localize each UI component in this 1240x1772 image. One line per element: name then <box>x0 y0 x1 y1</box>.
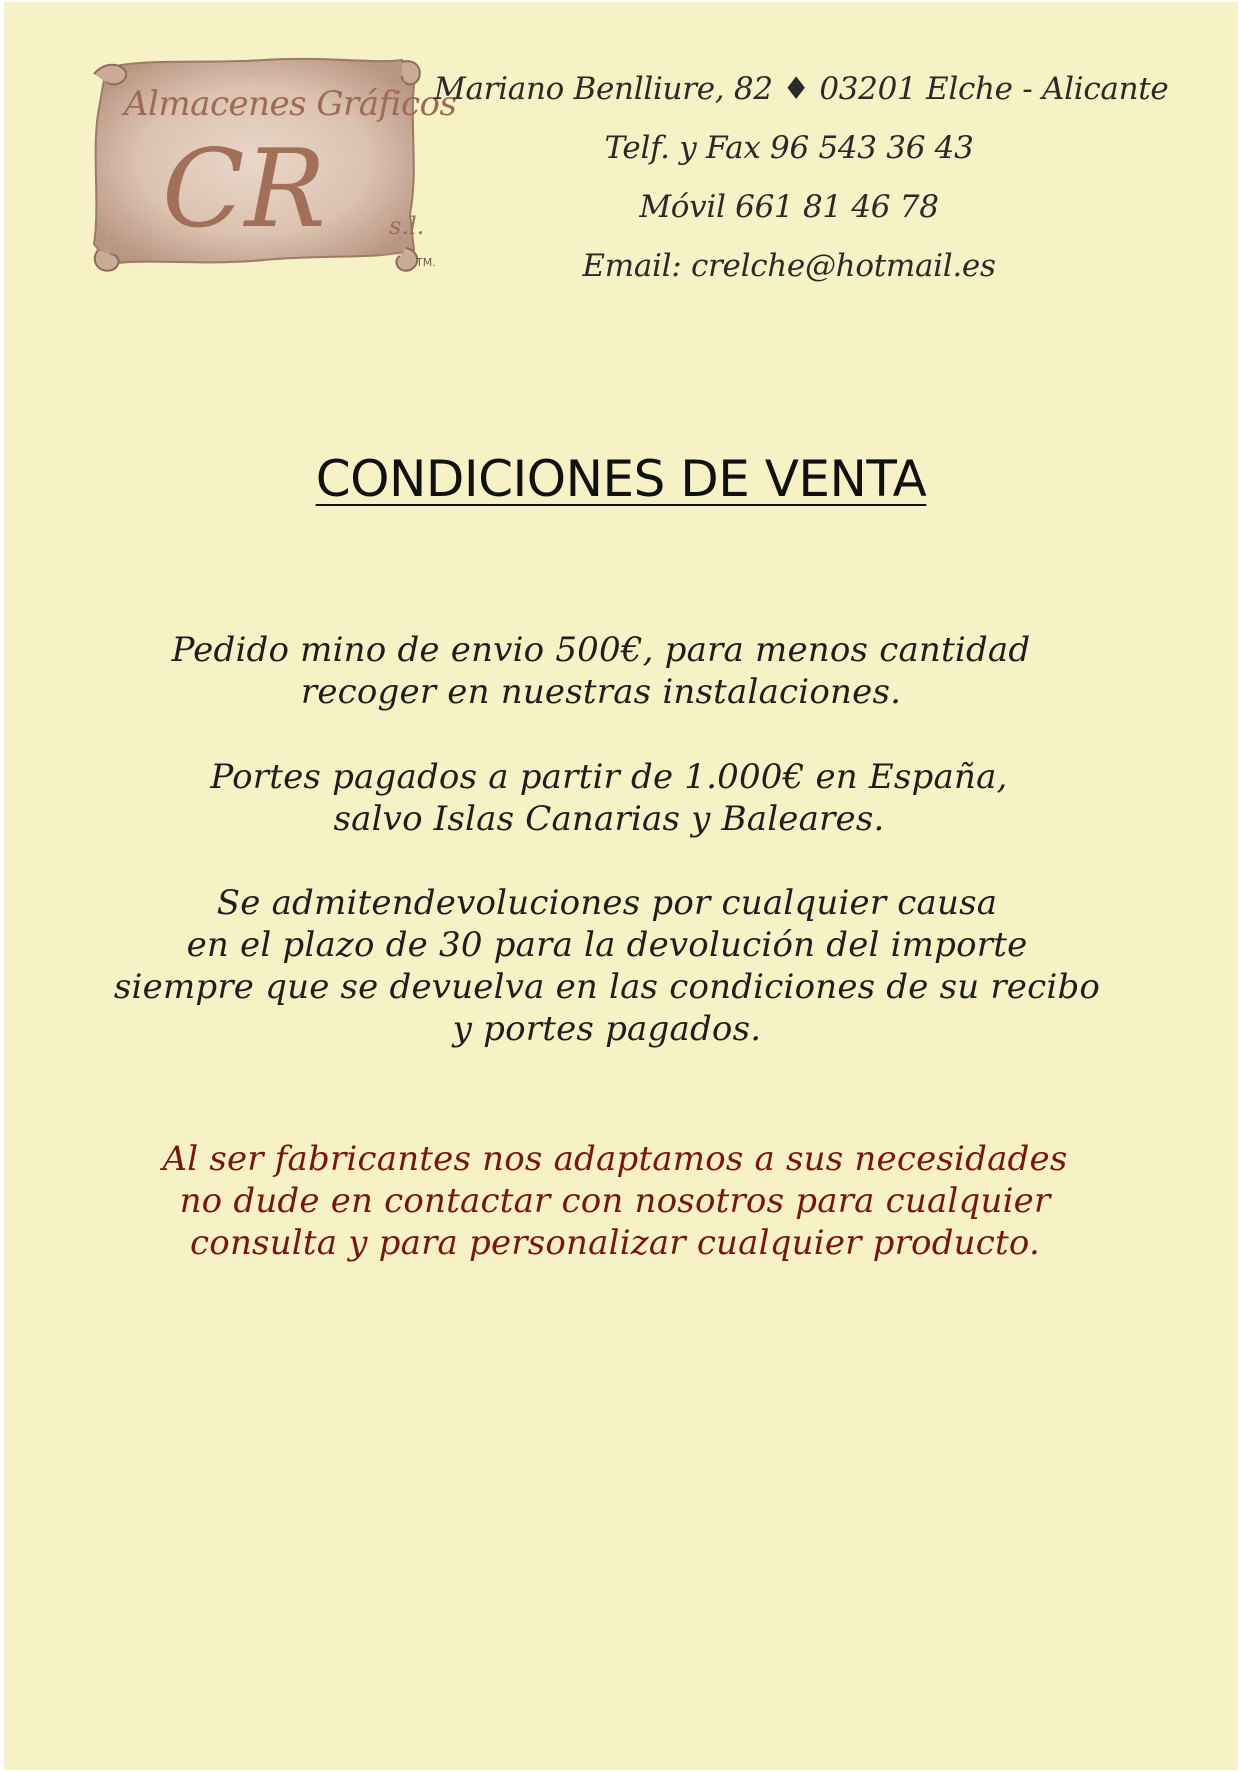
text-line: Al ser fabricantes nos adaptamos a sus necesidades <box>162 1139 1068 1179</box>
paragraph-returns <box>0 882 1224 1050</box>
text-line: siempre que se devuelva en las condiciones de su recibo <box>113 967 1101 1007</box>
text-line: salvo Islas Canarias y Baleares. <box>333 799 885 839</box>
text-line: recoger en nuestras instalaciones. <box>300 672 902 712</box>
contact-email[interactable]: Email: crelche@hotmail.es <box>582 248 996 284</box>
text-line: Se admitendevoluciones por cualquier causa <box>216 883 998 923</box>
contact-block <box>434 60 1169 296</box>
trademark-mark: TM. <box>416 256 436 269</box>
paragraph-shipping <box>0 756 1226 840</box>
logo-monogram: CR <box>162 127 326 252</box>
paragraph-manufacturer-note <box>0 1138 1232 1264</box>
text-line: en el plazo de 30 para la devolución del importe <box>186 925 1028 965</box>
document-page <box>4 2 1238 1770</box>
contact-phone-fax: Telf. y Fax 96 543 36 43 <box>604 130 974 166</box>
paragraph-minimum-order <box>0 629 1218 713</box>
page-title-wrapper <box>4 450 1238 508</box>
text-line: consulta y para personalizar cualquier producto. <box>190 1223 1040 1263</box>
contact-mobile: Móvil 661 81 46 78 <box>639 189 939 225</box>
text-line: Portes pagados a partir de 1.000€ en España, <box>210 757 1008 797</box>
contact-address: Mariano Benlliure, 82 ♦ 03201 Elche - Alicante <box>434 71 1169 107</box>
logo-suffix: s.l. <box>389 212 425 240</box>
logo-company-name: Almacenes Gráficos <box>124 84 457 124</box>
text-line: y portes pagados. <box>452 1009 762 1049</box>
text-line: Pedido mino de envio 500€, para menos cantidad <box>171 630 1031 670</box>
text-line: no dude en contactar con nosotros para cualquier <box>179 1181 1051 1221</box>
page-title: CONDICIONES DE VENTA <box>315 450 927 508</box>
